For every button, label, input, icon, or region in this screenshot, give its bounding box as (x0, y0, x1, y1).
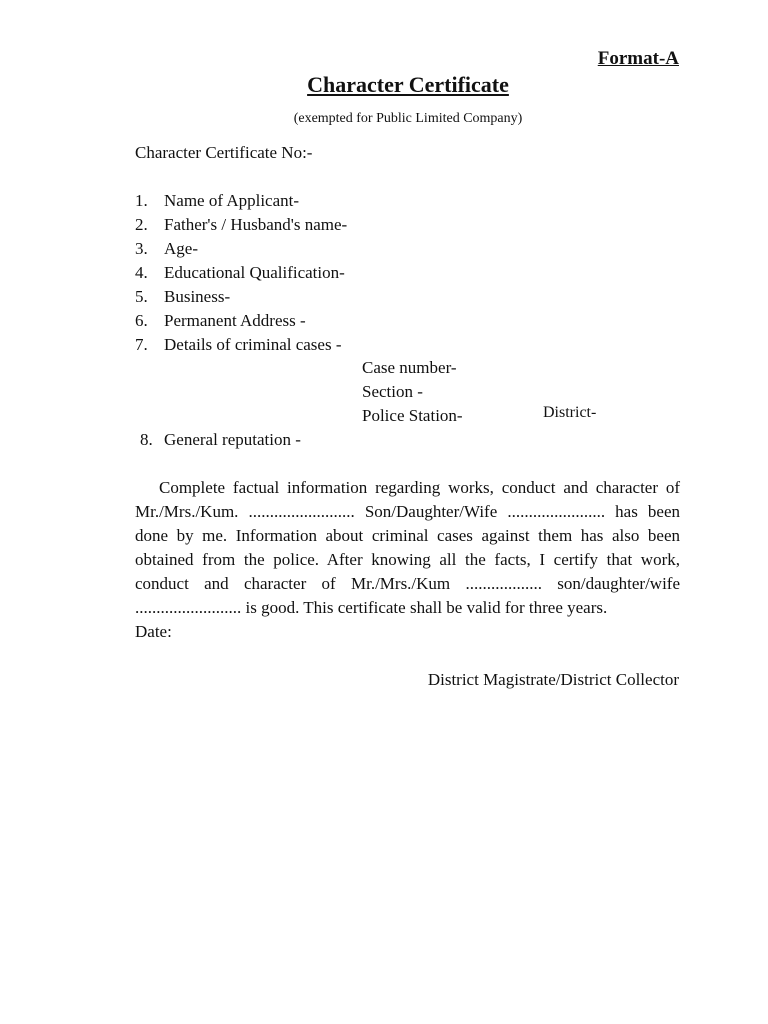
field-general-reputation (140, 428, 301, 452)
field-number: 4. (135, 263, 148, 282)
field-label: Father's / Husband's name- (164, 215, 348, 234)
field-number: 5. (135, 287, 148, 306)
field-business (135, 285, 347, 309)
field-label: Name of Applicant- (164, 191, 300, 210)
field-label: Permanent Address - (164, 311, 306, 330)
district-label: District- (543, 404, 597, 421)
criminal-case-details (362, 356, 597, 428)
field-criminal-cases (135, 333, 347, 357)
field-number: 6. (135, 311, 148, 330)
section-label: Section - (362, 382, 423, 401)
field-number: 1. (135, 191, 148, 210)
signature-line: District Magistrate/District Collector (427, 670, 679, 689)
field-name-of-applicant (135, 189, 347, 213)
field-educational-qualification (135, 261, 347, 285)
case-number-label: Case number- (362, 358, 457, 377)
certification-text: Complete factual information regarding works, conduct and character of Mr./Mrs./Kum. ......................... Son/Daughter/Wife ....................... has been done by me. Information about criminal cases against them has also been obtained from the police. After knowing all the facts, I certify that work, conduct and character of Mr./Mrs./Kum .................. son/daughter/wife ......................... is good. This certificate shall be valid for three years. (135, 478, 680, 617)
police-station-label: Police Station- (362, 406, 463, 425)
field-father-husband-name (135, 213, 347, 237)
field-number: 7. (135, 335, 148, 354)
field-label: Business- (164, 287, 231, 306)
page-title: Character Certificate (307, 72, 509, 97)
field-label: Details of criminal cases - (164, 335, 342, 354)
field-label: Age- (164, 239, 198, 258)
field-number: 2. (135, 215, 148, 234)
certification-paragraph (135, 476, 680, 620)
certificate-number-label: Character Certificate No:- (135, 143, 313, 162)
field-number: 3. (135, 239, 148, 258)
field-age (135, 237, 347, 261)
format-label: Format-A (597, 48, 679, 69)
page-subtitle: (exempted for Public Limited Company) (293, 111, 523, 126)
field-label: General reputation - (164, 430, 301, 449)
date-label: Date: (135, 622, 172, 641)
field-label: Educational Qualification- (164, 263, 345, 282)
applicant-fields-list (135, 189, 347, 357)
field-number: 8. (140, 430, 153, 449)
field-permanent-address (135, 309, 347, 333)
